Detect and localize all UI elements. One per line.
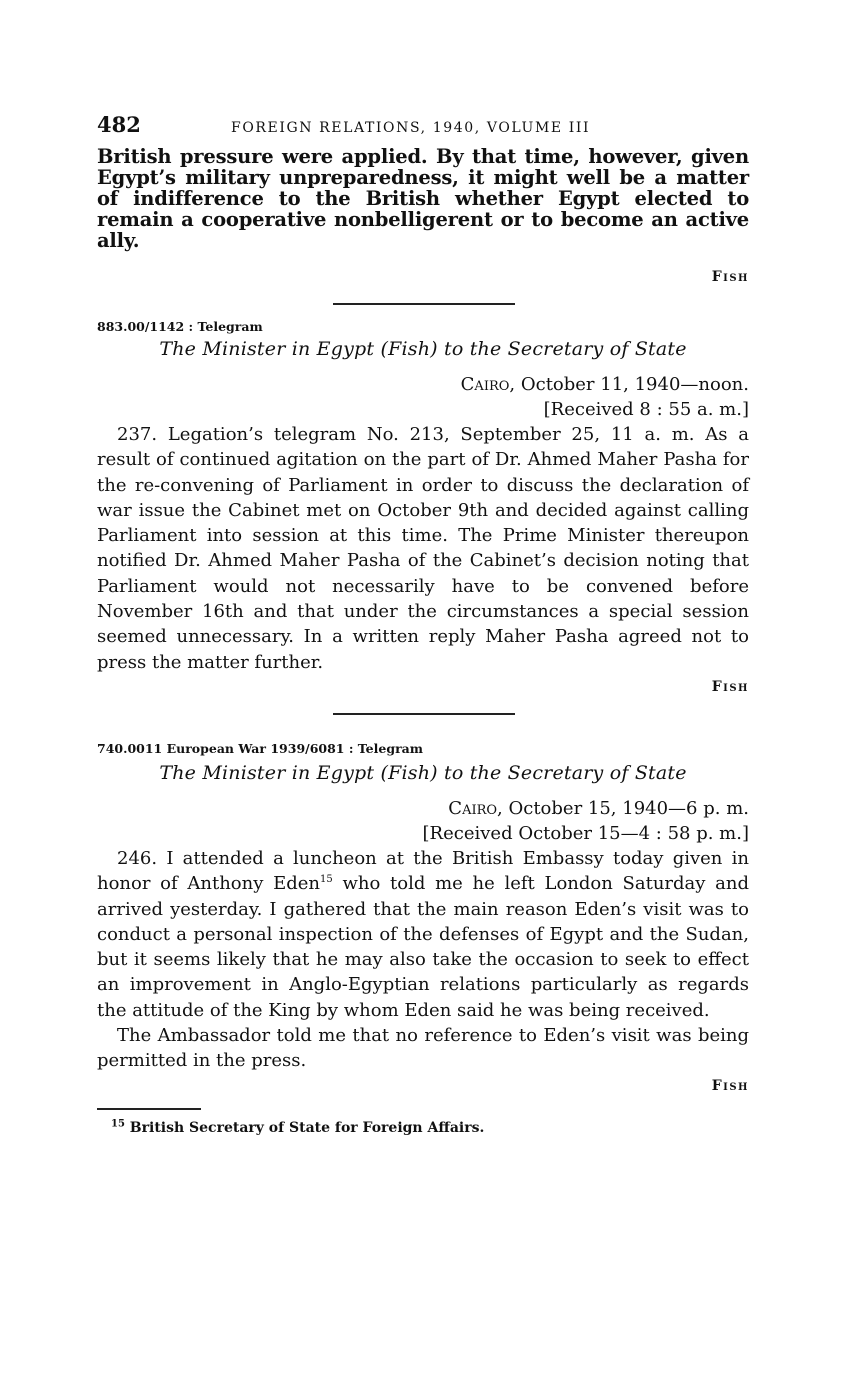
dateline-place: Cairo: [460, 374, 510, 395]
section-divider-2: [333, 713, 515, 715]
continuation-paragraph: British pressure were applied. By that time, however, given Egypt’s military unpreparedness, it might well be a matter of indifference to the British whether Egypt elected to remain a cooperative nonbelligerent or to become an active ally.: [97, 145, 749, 252]
received-line-1: [Received 8 : 55 a. m.]: [543, 399, 749, 420]
signature-text: Fish: [711, 678, 749, 695]
signature-1: [97, 269, 749, 285]
footnote-divider: [97, 1108, 201, 1110]
body-text: who told me he left London Saturday and arrived yesterday. I gathered that the main reason Eden’s visit was to conduct a personal inspection of the defenses of Egypt and the Sudan, but it seems likely that he may also take the occasion to seek to effect an improvement in Anglo-Egyptian relations particularly as regards the attitude of the King by whom Eden said he was being received.: [97, 873, 750, 1021]
received-line-2: [Received October 15—4 : 58 p. m.]: [422, 822, 749, 844]
document-page: [97, 112, 749, 1136]
footnote-mark: 15: [111, 1117, 125, 1129]
page-number: 482: [97, 112, 141, 137]
signature-text: Fish: [711, 269, 749, 285]
footnote: [97, 1117, 749, 1136]
section-divider-1: [333, 303, 515, 305]
document-body-2b: The Ambassador told me that no reference to Eden’s visit was being permitted in the press.: [97, 1025, 749, 1072]
document-body-1: 237. Legation’s telegram No. 213, September 25, 11 a. m. As a result of continued agitation on the part of Dr. Ahmed Maher Pasha for the re-convening of Parliament in order to discuss the declaration of war issue the Cabinet met on October 9th and decided against calling Parliament into session at this time. The Prime Minister thereupon notified Dr. Ahmed Maher Pasha of the Cabinet’s decision noting that Parliament would not necessarily have to be convened before November 16th and that under the circumstances a special session seemed unnecessary. In a written reply Maher Pasha agreed not to press the matter further.: [97, 424, 749, 673]
dateline-date: , October 15, 1940—6 p. m.: [497, 797, 749, 819]
dateline-1: [97, 372, 749, 397]
document-title-1: The Minister in Egypt (Fish) to the Secretary of State: [159, 338, 687, 360]
document-title-2: The Minister in Egypt (Fish) to the Secretary of State: [159, 761, 687, 784]
file-reference-1: 883.00/1142 : Telegram: [97, 319, 263, 334]
footnote-text: British Secretary of State for Foreign Affairs.: [124, 1119, 485, 1136]
dateline-place: Cairo: [448, 797, 498, 819]
signature-2: [97, 679, 749, 695]
document-body-2a: [97, 846, 749, 1023]
file-reference-2: 740.0011 European War 1939/6081 : Telegram: [97, 740, 423, 756]
page-header: [97, 112, 749, 146]
dateline-2: [97, 796, 749, 821]
body-text: 246. I attended a luncheon at the British Embassy today given in honor of Anthony Eden: [97, 847, 749, 895]
dateline-date: , October 11, 1940—noon.: [509, 374, 749, 395]
running-title: FOREIGN RELATIONS, 1940, VOLUME III: [231, 120, 591, 136]
signature-text: Fish: [711, 1077, 749, 1094]
footnote-reference: 15: [320, 874, 333, 886]
signature-3: [97, 1078, 749, 1094]
